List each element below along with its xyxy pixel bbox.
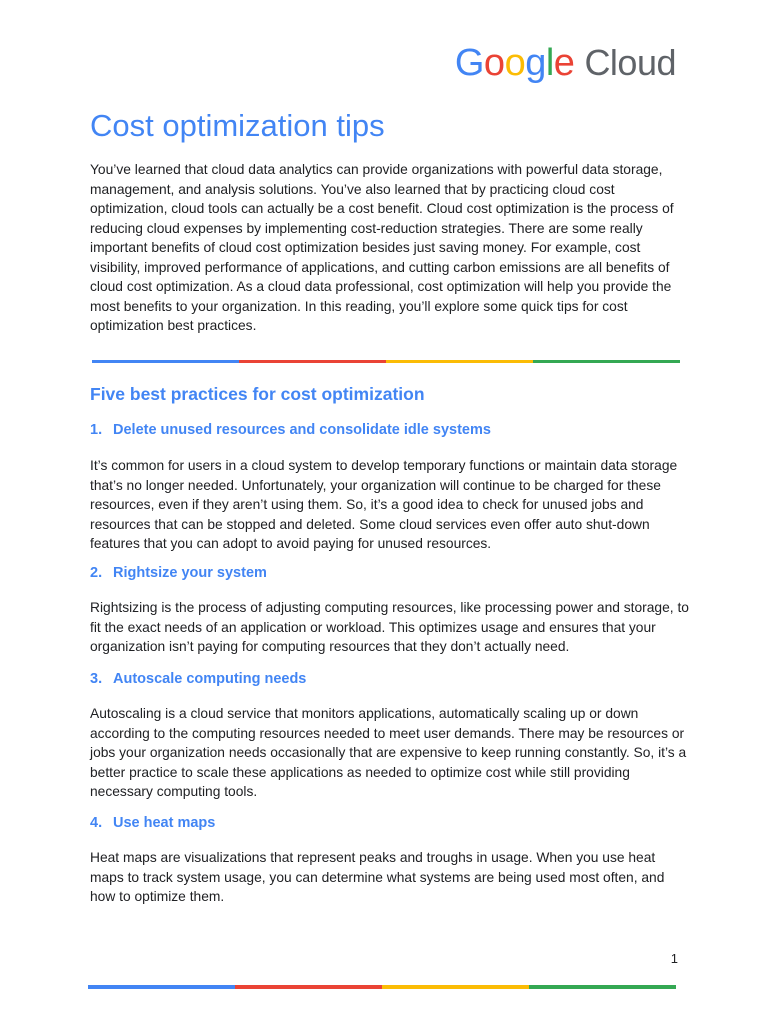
practice-number: 3. xyxy=(90,671,103,687)
logo-letter-e: e xyxy=(553,42,575,84)
logo-cloud-text: Cloud xyxy=(584,42,676,83)
logo-letter-o2: o xyxy=(504,42,526,84)
section-heading: Five best practices for cost optimization xyxy=(90,384,425,404)
divider-segment-red xyxy=(239,360,386,363)
practice-number: 1. xyxy=(90,422,103,438)
practice-title: Autoscale computing needs xyxy=(113,671,307,687)
practice-body-4: Heat maps are visualizations that represent peaks and troughs in usage. When you use heat maps to track system usage, you can determine what systems are being used most often, and how to optimize them. xyxy=(90,850,665,904)
practice-heading-1 xyxy=(90,422,491,438)
color-divider-bottom xyxy=(88,985,676,989)
divider-segment-yellow xyxy=(386,360,533,363)
intro-paragraph: You’ve learned that cloud data analytics can provide organizations with powerful data storage, management, and analysis solutions. You’ve also learned that by practicing cloud cost optimization, cloud tools can actually be a cost benefit. Cloud cost optimization is the process of reducing cloud expenses by implementing cost-reduction strategies. There are some really important benefits of cloud cost optimization besides just saving money. For example, cost visibility, improved performance of applications, and cutting carbon emissions are all benefits of cloud cost optimization. As a cloud data professional, cost optimization will help you provide the most benefits to your organization. In this reading, you’ll explore some quick tips for cost optimization best practices. xyxy=(90,162,674,333)
practice-body-3: Autoscaling is a cloud service that monitors applications, automatically scaling up or down according to the computing resources needed to meet user demands. There may be resources or jobs your organization needs occasionally that are expensive to keep running constantly. So, it’s a better practice to scale these applications as needed to optimize cost while still providing necessary computing tools. xyxy=(90,706,687,799)
practice-heading-4 xyxy=(90,815,215,831)
logo-letter-o1: o xyxy=(483,42,505,84)
page-title: Cost optimization tips xyxy=(90,108,385,143)
logo-letter-g: G xyxy=(454,42,484,84)
divider-segment-blue xyxy=(92,360,239,363)
page-number: 1 xyxy=(670,951,678,966)
divider-segment-green xyxy=(533,360,680,363)
practice-heading-2 xyxy=(90,565,267,581)
practice-title: Rightsize your system xyxy=(113,565,267,581)
divider-segment-blue xyxy=(88,985,235,989)
logo-letter-l: l xyxy=(545,42,554,84)
divider-segment-red xyxy=(235,985,382,989)
practice-number: 4. xyxy=(90,815,103,831)
color-divider-top xyxy=(92,360,680,363)
practice-title: Delete unused resources and consolidate idle systems xyxy=(113,422,491,438)
logo-letter-g2: g xyxy=(525,42,546,84)
practice-body-2: Rightsizing is the process of adjusting computing resources, like processing power and storage, to fit the exact needs of an application or workload. This optimizes usage and ensures that your organization isn’t paying for computing resources that they don’t actually need. xyxy=(90,600,689,654)
practice-title: Use heat maps xyxy=(113,815,216,831)
practice-body-1: It’s common for users in a cloud system to develop temporary functions or maintain data storage that’s no longer needed. Unfortunately, your organization will continue to be charged for these resources, even if they aren’t using them. So, it’s a good idea to check for unused jobs and resources that can be stopped and deleted. Some cloud services even offer auto shut-down features that you can adopt to avoid paying for unused resources. xyxy=(90,458,678,551)
google-wordmark xyxy=(455,44,575,82)
practice-number: 2. xyxy=(90,565,103,581)
divider-segment-green xyxy=(529,985,676,989)
divider-segment-yellow xyxy=(382,985,529,989)
practice-heading-3 xyxy=(90,671,306,687)
google-cloud-logo xyxy=(455,44,676,82)
